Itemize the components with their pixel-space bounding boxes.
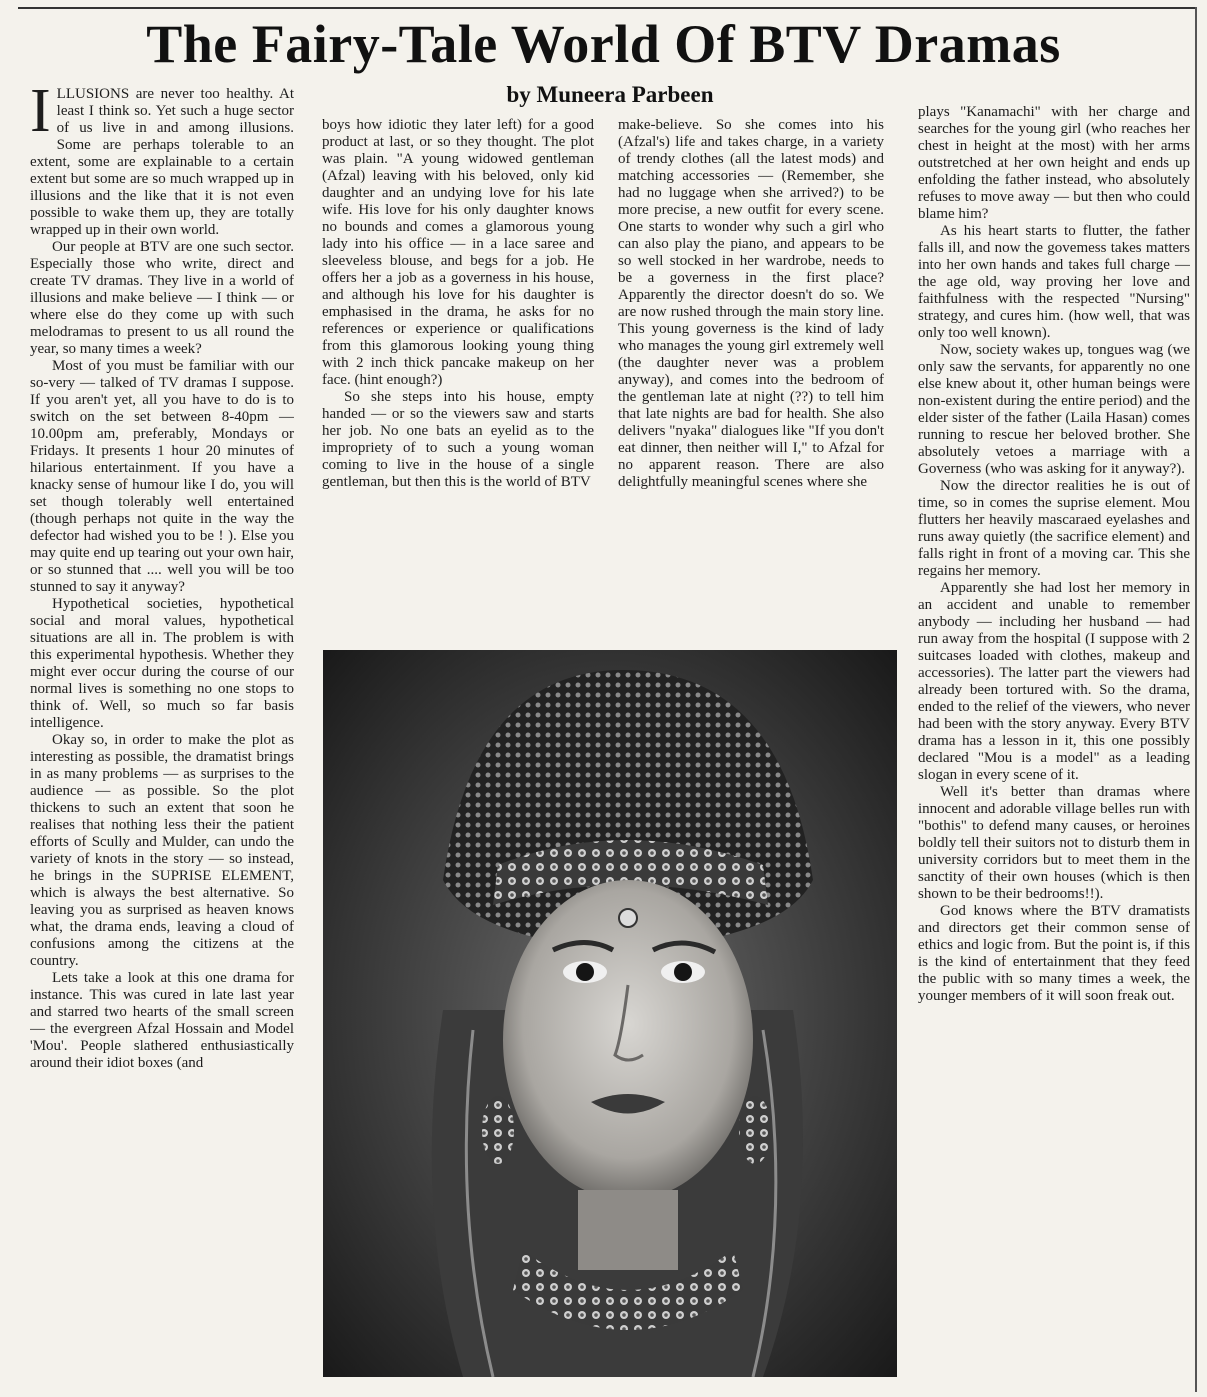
- article-column-2: [322, 117, 594, 632]
- paragraph: Okay so, in order to make the plot as interesting as possible, the dramatist brings in as many problems — as surprises to the audience — as possible. So the plot thickens to such an extent that soon he realises that nothing less their the patient efforts of Scully and Mulder, can undo the variety of knots in the story — so instead, he brings in the SUPRISE ELEMENT, which is always the best alternative. So leaving you as surprised as heaven knows what, the drama ends, leaving a cloud of confusions among the citizens at the country.: [30, 732, 294, 969]
- article-column-3: [618, 117, 884, 632]
- drop-cap: I: [30, 86, 51, 145]
- paragraph: plays "Kanamachi" with her charge and searches for the young girl (who reaches her chest in height at the most) with her arms outstretched at her own height and ends up enfolding the father instead, who absolutely refuses to move away — but then who could blame him?: [918, 104, 1190, 222]
- paragraph: Most of you must be familiar with our so-very — talked of TV dramas I suppose. If you aren't yet, all you have to do is to switch on the set between 8-40pm — 10.00pm am, preferably, Mondays or Fridays. It presents 1 hour 20 minutes of hilarious entertainment. If you have a knacky sense of humour like I do, you will set though tolerably well entertained (though perhaps not quite in the way the defector had wished you to be ! ). Else you may quite end up tearing out your own hair, or so stunned that .... well you will be too stunned to say it anyway?: [30, 358, 294, 595]
- paragraph: Now the director realities he is out of time, so in comes the suprise element. Mou flutters her heavily mascaraed eyelashes and runs away quietly (the sacrifice element) and falls right in front of a moving car. This she regains her memory.: [918, 478, 1190, 579]
- paragraph: Lets take a look at this one drama for instance. This was cured in late last year and starred two hearts of the small screen — the evergreen Afzal Hossain and Model 'Mou'. People slathered enthusiastically around their idiot boxes (and: [30, 970, 294, 1071]
- byline: by Muneera Parbeen: [506, 82, 714, 107]
- paragraph: make-believe. So she comes into his (Afzal's) life and takes charge, in a variety of trendy clothes (all the latest mods) and matching accessories — (Remember, she had no luggage when she arrived?) to be more precise, a new outfit for every scene. One starts to wonder why such a girl who can also play the piano, and appears to be so well stocked in her wardrobe, needs to be a governess in the first place? Apparently the director doesn't do so. We are now rushed through the main story line. This young governess is the kind of lady who manages the young girl extremely well (the daughter never was a problem anyway), and comes into the bedroom of the gentleman late at night (??) to tell him that late nights are bad for health. She also delivers "nyaka" dialogues like "If you don't eat dinner, then neither will I," to Afzal for no apparent reason. There are also delightfully meaningful scenes where she: [618, 117, 884, 490]
- paragraph: boys how idiotic they later left) for a good product at last, or so they thought. The plot was plain. "A young widowed gentleman (Afzal) leaving with his beloved, only kid daughter and an undying love for his late wife. His love for his only daughter knows no bounds and comes a glamorous young lady into his office — in a lace saree and sleeveless blouse, and begs for a job. He offers her a job as a governess in his house, and although his love for his daughter is emphasised in the drama, he asks for no references or experience or qualifications from this glamorous looking young thing with 2 inch thick pancake makeup on her face. (hint enough?): [322, 117, 594, 388]
- paragraph: So she steps into his house, empty handed — or so the viewers saw and starts her job. No one bats an eyelid as to the impropriety of to such a young woman coming to live in the house of a single gentleman, but then this is the world of BTV: [322, 389, 594, 490]
- top-rule: [18, 7, 1197, 9]
- paragraph-text: LLUSIONS are never too healthy. At least I think so. Yet such a huge sector of us live in and among illusions. Some are perhaps tolerable to an extent, some are explainable to a certain extent but some are so much wrapped up in illusions and the like that it is not even possible to wake them up, they are totally wrapped up in their own world.: [30, 86, 294, 238]
- article-column-4: [918, 104, 1190, 1386]
- paragraph: Hypothetical societies, hypothetical social and moral values, hypothetical situations are all in. The problem is with this experimental hypothesis. Whether they might ever occur during the course of our normal lives is something no one stops to think of. Well, so much so far basis intelligence.: [30, 596, 294, 731]
- right-rule: [1195, 7, 1197, 1392]
- headline: The Fairy-Tale World Of BTV Dramas: [146, 14, 1061, 74]
- article-column-1: [30, 86, 294, 1386]
- paragraph: As his heart starts to flutter, the father falls ill, and now the govemess takes matters into her own hands and takes full charge — the age old, way proving her love and faithfulness with the respected "Nursing" strategy, and cures him. (how well, that was only too well known).: [918, 223, 1190, 341]
- paragraph: Our people at BTV are one such sector. Especially those who write, direct and create TV dramas. They live in a world of illusions and make believe — I think — or where else do they come up with such melodramas to present to us all round the year, so many times a week?: [30, 239, 294, 357]
- portrait-photo: [323, 650, 897, 1377]
- paragraph: Now, society wakes up, tongues wag (we only saw the servants, for apparently no one else knew about it, other human beings were non-existent during the entire period) and the elder sister of the father (Laila Hasan) comes running to rescue her beloved brother. She absolutely vetoes a marriage with a Governess (who was asking for it anyway?).: [918, 342, 1190, 477]
- portrait-photo-icon: [323, 650, 897, 1377]
- paragraph: [30, 86, 294, 239]
- paragraph: Apparently she had lost her memory in an accident and unable to remember anybody — including her husband — had run away from the hospital (I suppose with 2 suitcases loaded with clothes, makeup and accessories). The latter part the viewers had already been tortured with. So the drama, ended to the relief of the viewers, who never had been with the story anyway. Every BTV drama has a lesson in it, this one possibly declared "Mou is a model" as a leading slogan in every scene of it.: [918, 580, 1190, 783]
- paragraph: God knows where the BTV dramatists and directors get their common sense of ethics and logic from. But the point is, if this is the kind of entertainment that they feed the public with so many times a week, the younger members of it will soon freak out.: [918, 903, 1190, 1004]
- paragraph: Well it's better than dramas where innocent and adorable village belles run with "bothis" to defend many causes, or heroines boldly tell their suitors not to disturb them in university corridors but to meet them in the sanctity of their own houses (which is then shown to be their bedrooms!!).: [918, 784, 1190, 902]
